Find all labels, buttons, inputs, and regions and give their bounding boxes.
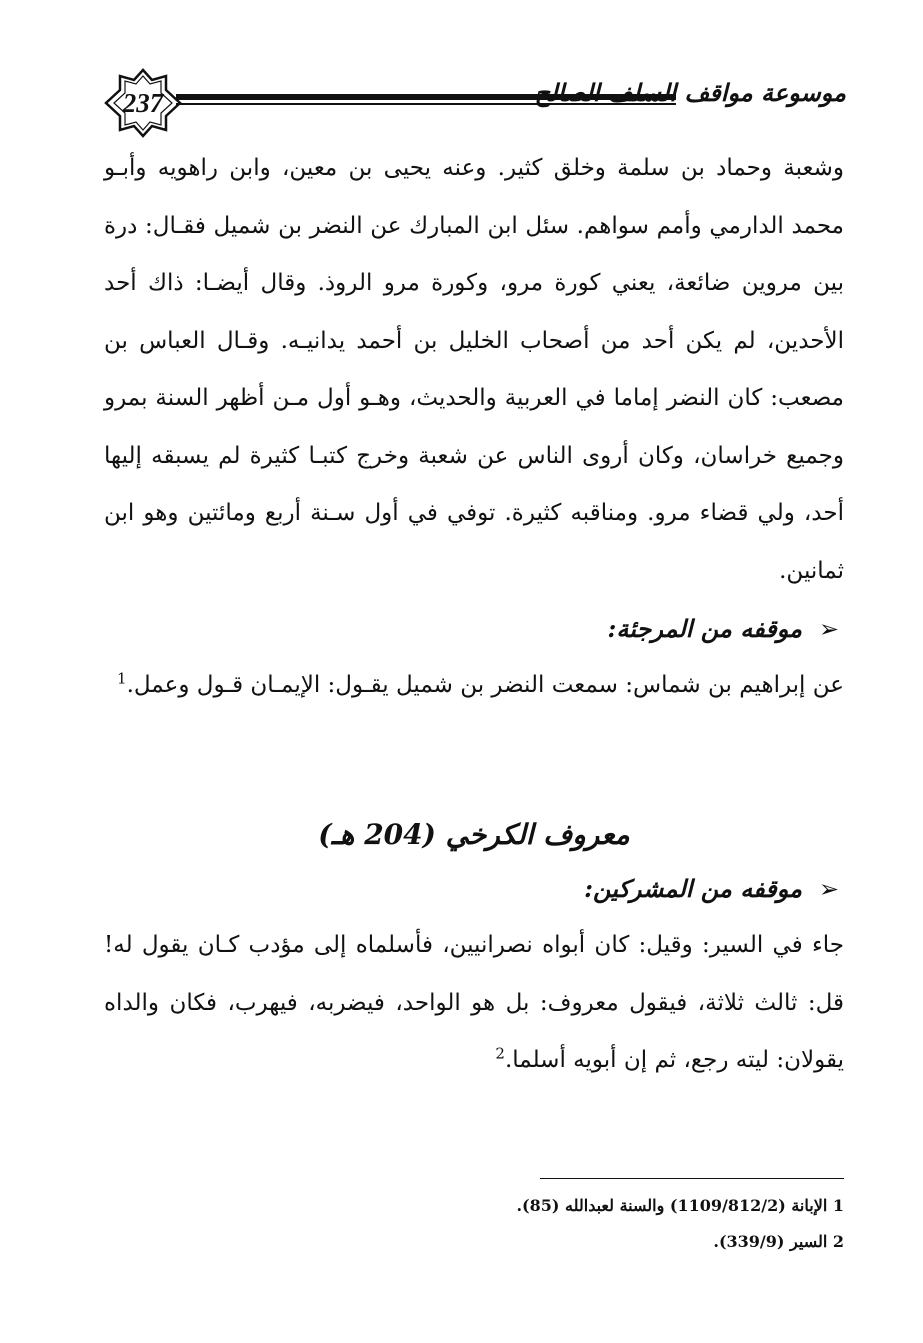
footnote-text: السير (339/9).	[713, 1232, 828, 1251]
main-text	[104, 140, 844, 715]
subheading	[104, 600, 844, 657]
footnote-number: 2	[832, 1232, 844, 1251]
arrow-bullet-icon: ➢	[818, 875, 840, 903]
footnotes	[300, 1188, 844, 1260]
footnote-ref[interactable]: 1	[117, 669, 127, 688]
paragraph	[104, 917, 844, 1090]
paragraph-text: عن إبراهيم بن شماس: سمعت النضر بن شميل يقـول: الإيمـان قـول وعمل.	[126, 672, 844, 698]
footnote-text: الإبانة (1109/812/2) والسنة لعبدالله (85).	[516, 1196, 828, 1215]
subheading-text: موقفه من المشركين:	[584, 874, 802, 903]
subheading	[104, 860, 844, 917]
book-title: موسوعة مواقف السلف الصالح	[534, 78, 846, 107]
main-text-2	[104, 860, 844, 1090]
paragraph-text: جاء في السير: وقيل: كان أبواه نصرانيين، فأسلماه إلى مؤدب كـان يقول له! قل: ثالث ثلاثة، فيقول معروف: بل هو الواحد، فيضربه، فيهرب، فكان والداه يقولان: ليته رجع، ثم إن أبويه أسلما.	[104, 932, 844, 1073]
paragraph: وشعبة وحماد بن سلمة وخلق كثير. وعنه يحيى بن معين، وابن راهويه وأبـو محمد الدارمي وأمم سواهم. سئل ابن المبارك عن النضر بن شميل فقـال: درة بين مروين ضائعة، يعني كورة مرو، وكورة مرو الروذ. وقال أيضـا: ذاك أحد الأحدين، لم يكن أحد من أصحاب الخليل بن أحمد يدانيـه. وقـال العباس بن مصعب: كان النضر إماما في العربية والحديث، وهـو أول مـن أظهر السنة بمرو وجميع خراسان، وكان أروى الناس عن شعبة وخرج كتبـا كثيرة لم يسبقه إليها أحد، ولي قضاء مرو. ومناقبه كثيرة. توفي في أول سـنة أربع ومائتين وهو ابن ثمانين.	[104, 155, 844, 584]
section-title: معروف الكرخي (204 هـ)	[318, 818, 630, 851]
arrow-bullet-icon: ➢	[818, 615, 840, 643]
footnote	[300, 1224, 844, 1260]
footnote-separator	[540, 1178, 844, 1179]
page-header	[100, 64, 848, 134]
page-number: 237	[122, 88, 164, 118]
footnote-ref[interactable]: 2	[495, 1044, 505, 1063]
footnote	[300, 1188, 844, 1224]
paragraph	[104, 657, 844, 715]
page-number-ornament	[104, 68, 174, 130]
footnote-number: 1	[832, 1196, 844, 1215]
subheading-text: موقفه من المرجئة:	[607, 614, 802, 643]
